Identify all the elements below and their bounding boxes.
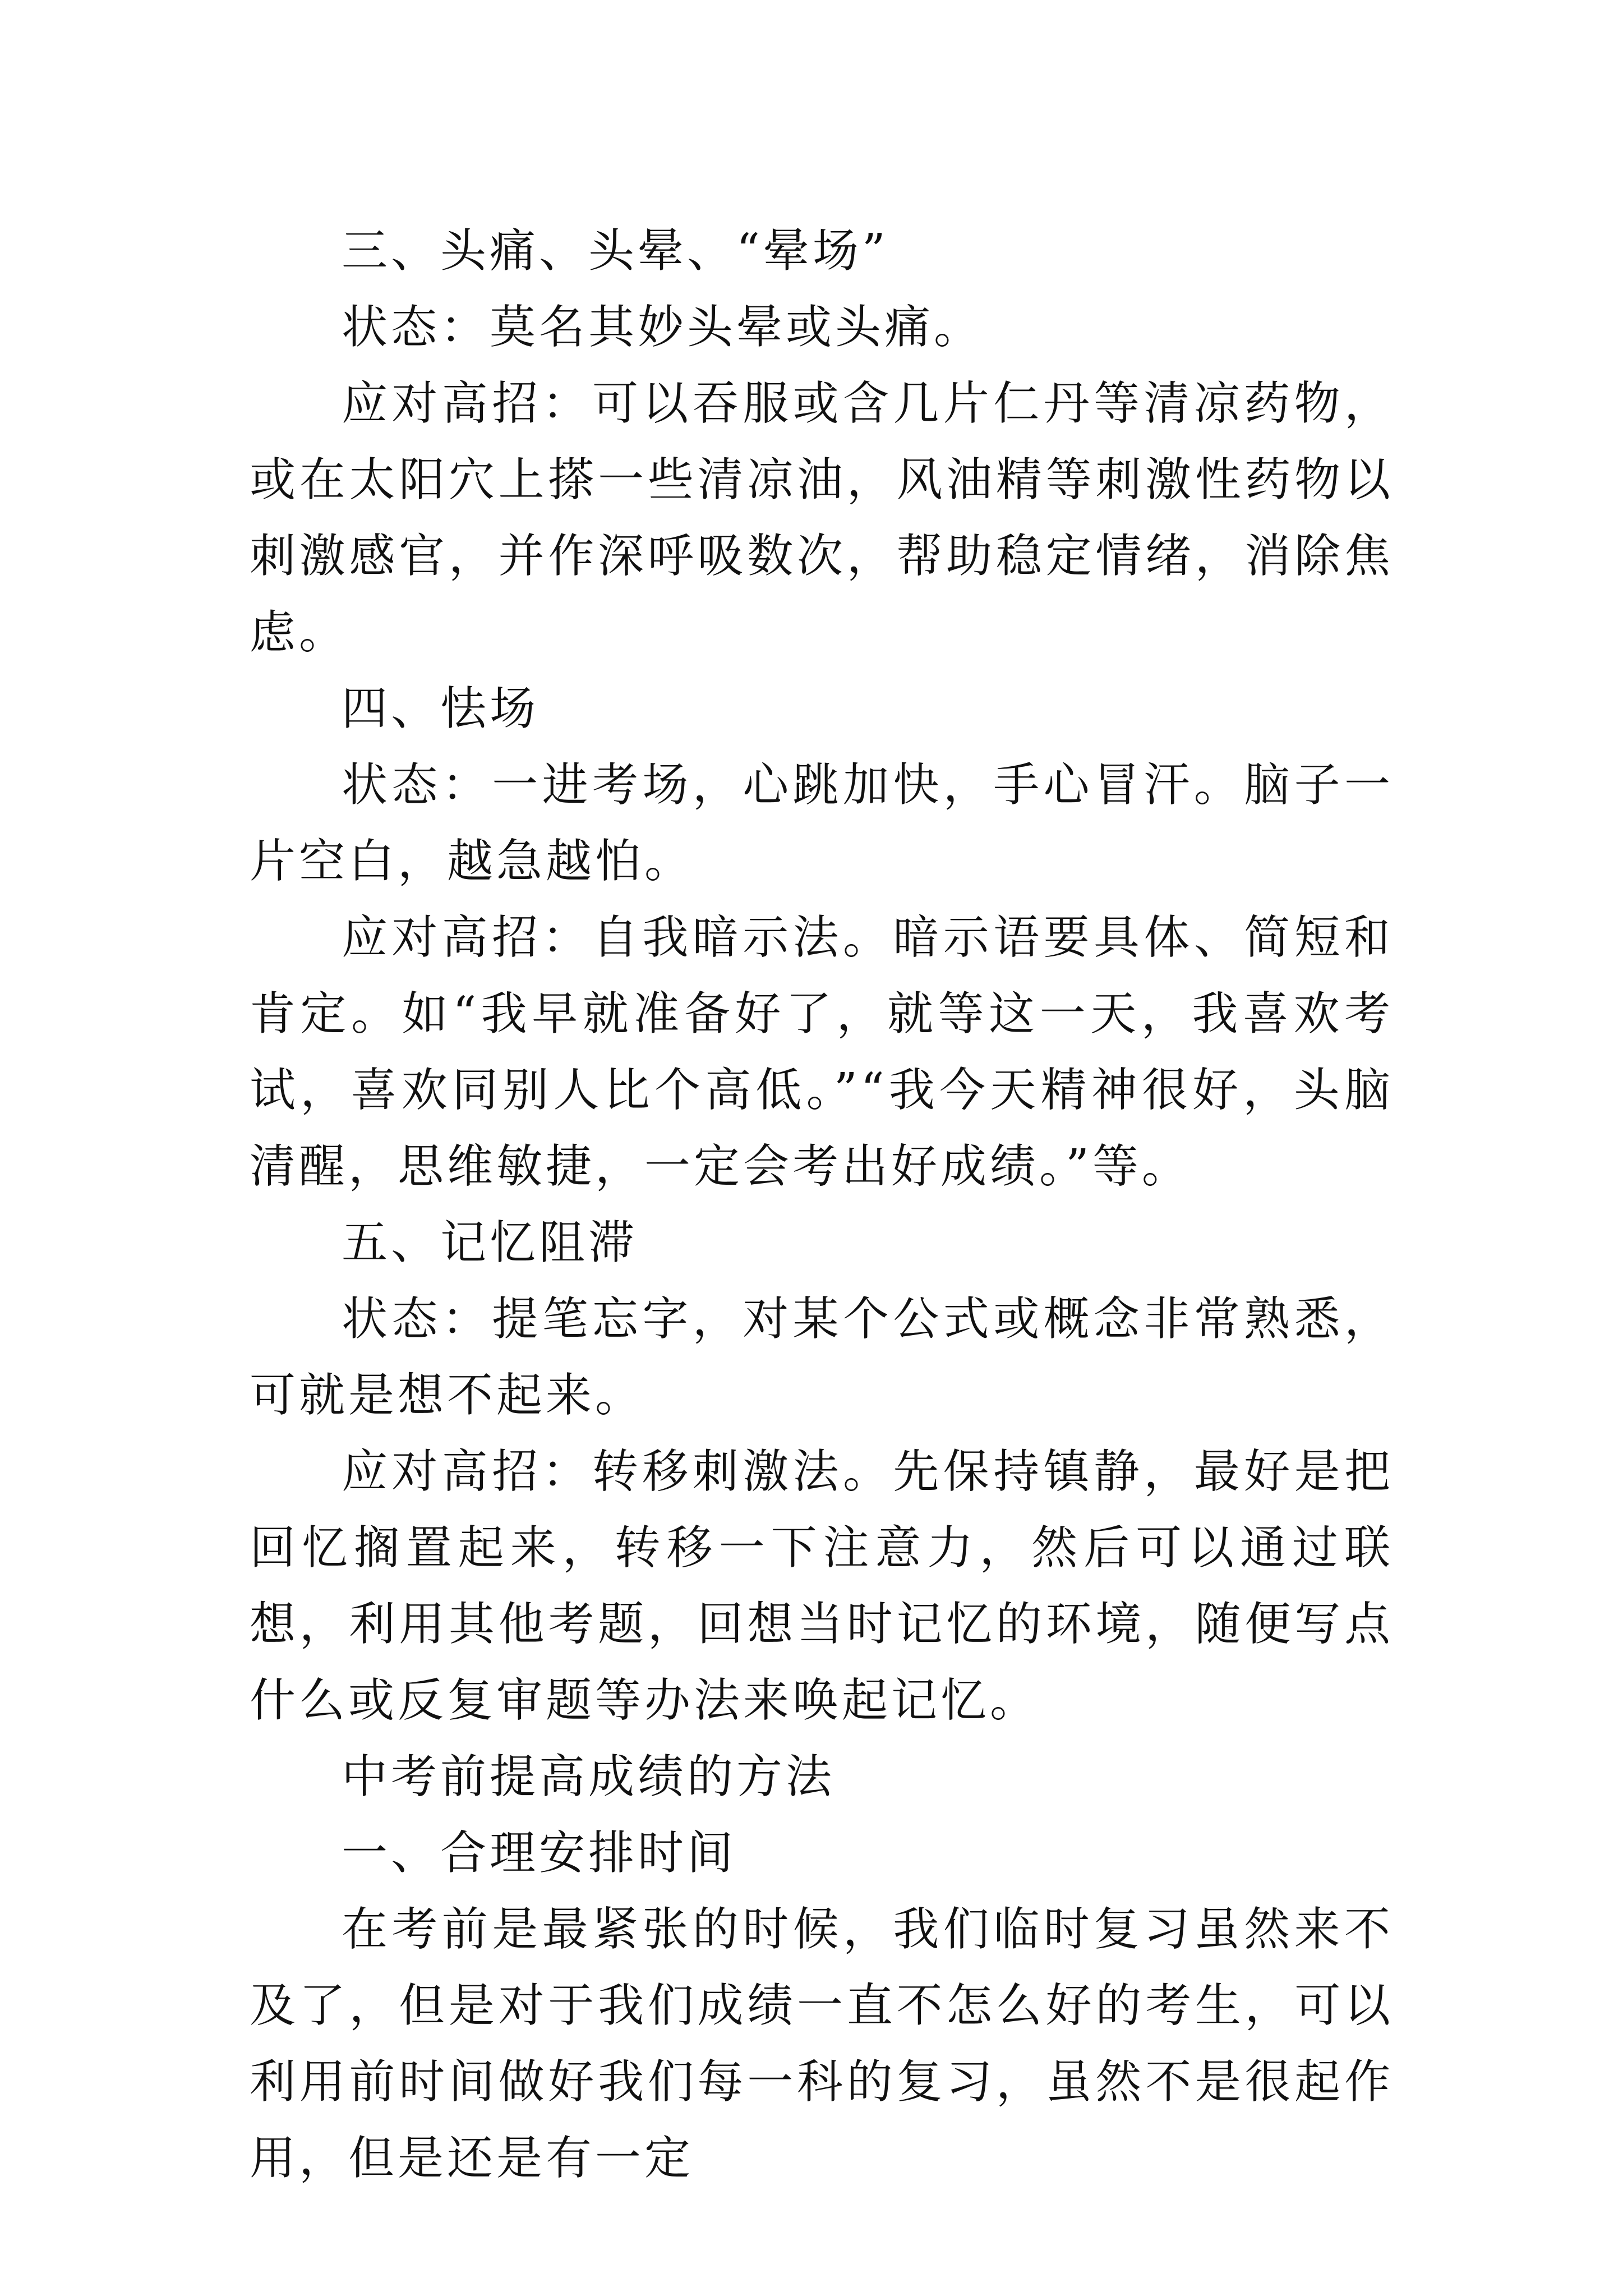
paragraph-state: 状态：一进考场，心跳加快，手心冒汗。脑子一片空白，越急越怕。 bbox=[250, 758, 1394, 888]
heading-headache-dizziness: 三、头痛、头晕、“晕场” bbox=[342, 224, 889, 278]
section-title: 中考前提高成绩的方法 bbox=[342, 1750, 836, 1803]
heading-memory-block: 五、记忆阻滞 bbox=[342, 1216, 638, 1269]
paragraph-coping-tip: 应对高招：转移刺激法。先保持镇静，最好是把回忆搁置起来，转移一下注意力，然后可以通过联想，利用其他考题，回想当时记忆的环境，随便写点什么或反复审题等办法来唤起记忆。 bbox=[250, 1445, 1394, 1727]
heading-time-arrangement: 一、合理安排时间 bbox=[342, 1826, 737, 1880]
paragraph-coping-tip: 应对高招：自我暗示法。暗示语要具体、简短和肯定。如“我早就准备好了，就等这一天，我喜欢考试，喜欢同别人比个高低。”“我今天精神很好，头脑清醒，思维敏捷，一定会考出好成绩。”等。 bbox=[250, 911, 1394, 1193]
paragraph-coping-tip: 应对高招：可以吞服或含几片仁丹等清凉药物，或在太阳穴上搽一些清凉油，风油精等刺激性药物以刺激感官，并作深呼吸数次，帮助稳定情绪，消除焦虑。 bbox=[250, 377, 1394, 659]
heading-stage-fright: 四、怯场 bbox=[342, 682, 540, 735]
paragraph-body: 在考前是最紧张的时候，我们临时复习虽然来不及了，但是对于我们成绩一直不怎么好的考生，可以利用前时间做好我们每一科的复习，虽然不是很起作用，但是还是有一定 bbox=[250, 1903, 1394, 2185]
paragraph-state: 状态：提笔忘字，对某个公式或概念非常熟悉，可就是想不起来。 bbox=[250, 1292, 1394, 1422]
paragraph-state: 状态：莫名其妙头晕或头痛。 bbox=[342, 301, 984, 354]
document-body bbox=[250, 213, 1394, 2197]
